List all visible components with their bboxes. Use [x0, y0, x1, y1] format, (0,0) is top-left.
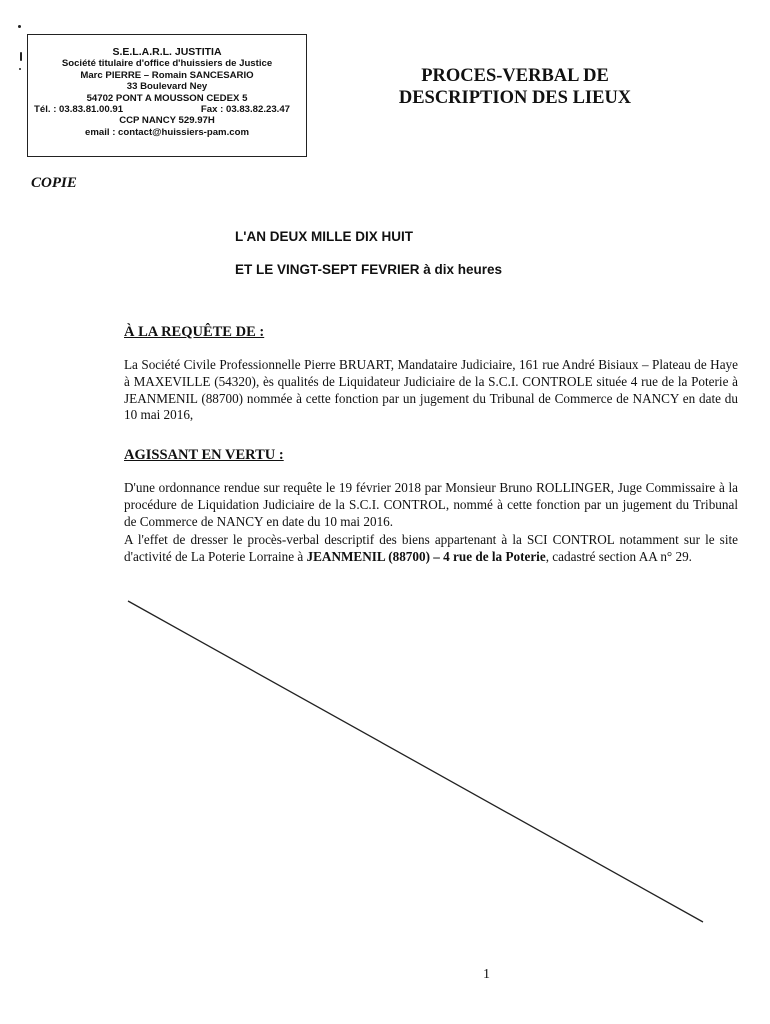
- stamp-description: Société titulaire d'office d'huissiers de Justice: [61, 58, 273, 70]
- page-number: 1: [483, 967, 490, 982]
- stamp-firm: S.E.L.A.R.L. JUSTITIA: [112, 46, 222, 58]
- copy-mark: COPIE: [31, 175, 77, 191]
- stamp-email: email : contact@huissiers-pam.com: [85, 126, 249, 138]
- paragraph-ordonnance: D'une ordonnance rendue sur requête le 19 février 2018 par Monsieur Bruno ROLLINGER, Juge Commissaire à la procédure de Liquidation Judiciaire de la S.C.I. CONTROL, nommé à cette fonction par un jugement du Tribunal de Commerce de NANCY en date du 10 mai 2016.: [124, 480, 738, 529]
- effet-address: JEANMENIL (88700) – 4 rue de la Poterie: [306, 548, 546, 564]
- effet-text: A l'effet de dresser le procès-verbal descriptif des biens appartenant à la SCI CONTROL notamment sur le site d'activité de La Poterie Lorraine à: [124, 532, 738, 564]
- section-heading-requete: À LA REQUÊTE DE :: [124, 324, 265, 340]
- date-day: ET LE VINGT-SEPT FEVRIER à dix heures: [235, 262, 503, 277]
- title-line-2: DESCRIPTION DES LIEUX: [398, 88, 632, 108]
- stamp-partners: Marc PIERRE – Romain SANCESARIO: [80, 69, 254, 81]
- stamp-street: 33 Boulevard Ney: [126, 81, 208, 93]
- section-heading-vertu: AGISSANT EN VERTU :: [124, 447, 284, 463]
- paragraph-requete: La Société Civile Professionnelle Pierre BRUART, Mandataire Judiciaire, 161 rue André Bisiaux – Plateau de Haye à MAXEVILLE (54320), ès qualités de Liquidateur Judiciaire de la S.C.I. CONTROLE située 4 rue de la Poterie à JEANMENIL (88700) nommée à cette fonction par un jugement du Tribunal de Commerce de NANCY en date du 10 mai 2016,: [124, 357, 738, 423]
- stamp-tel: Tél. : 03.83.81.00.91: [34, 104, 124, 116]
- title-line-1: PROCES-VERBAL DE: [421, 66, 609, 86]
- date-year: L'AN DEUX MILLE DIX HUIT: [235, 229, 413, 244]
- stamp-ccp: CCP NANCY 529.97H: [119, 115, 215, 127]
- effet-cadastre: , cadastré section AA n° 29.: [545, 548, 692, 564]
- stamp-fax: Fax : 03.83.82.23.47: [200, 104, 290, 116]
- diagonal-strike-line: [128, 601, 703, 922]
- stamp-city: 54702 PONT A MOUSSON CEDEX 5: [86, 92, 248, 104]
